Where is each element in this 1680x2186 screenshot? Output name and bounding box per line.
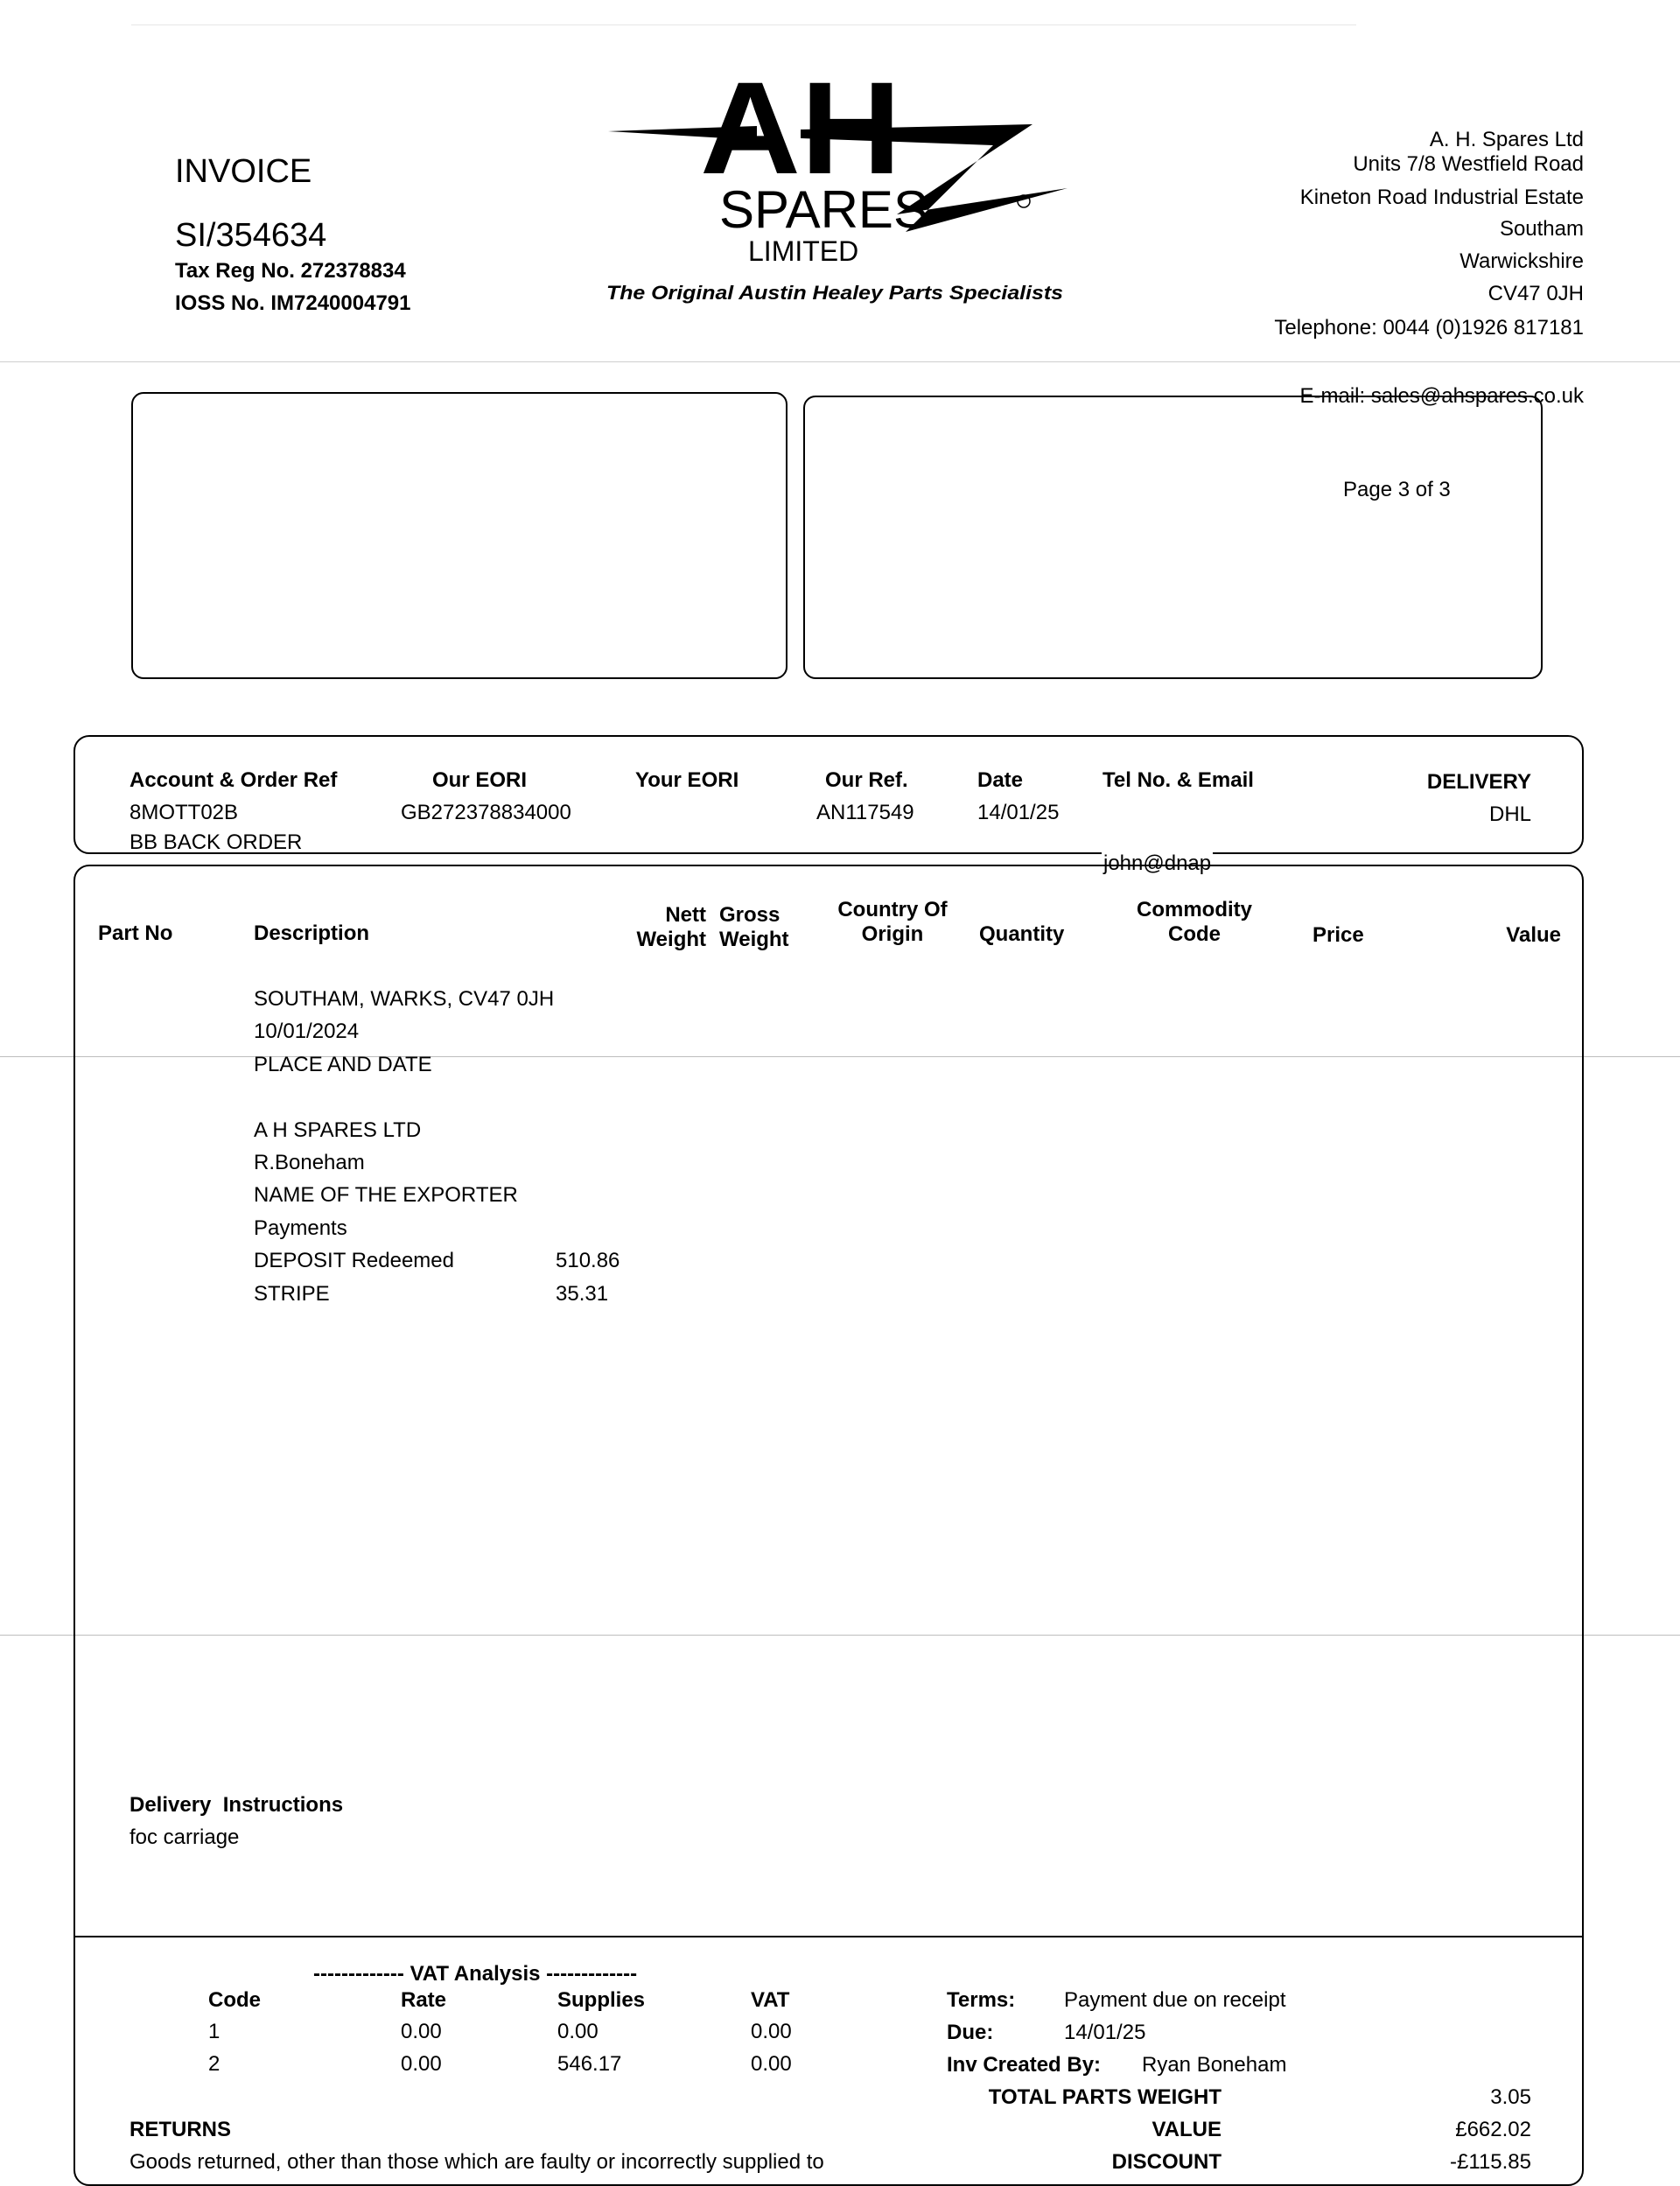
invoice-title: INVOICE: [175, 153, 312, 190]
logo-word: SPARES: [719, 180, 928, 239]
delivery-instructions-title: Delivery Instructions: [130, 1793, 344, 1817]
vat-cell: 0.00: [751, 2052, 792, 2076]
description-line: 10/01/2024: [254, 1019, 360, 1043]
total-value: -£115.85: [1450, 2150, 1531, 2174]
logo-tagline: The Original Austin Healey Parts Specialists: [606, 282, 1063, 304]
vat-cell: 546.17: [557, 2052, 622, 2076]
header-tel-email: Tel No. & Email: [1102, 768, 1254, 792]
col-country-of-origin: Country Of Origin: [837, 898, 948, 946]
vat-header-vat: VAT: [751, 1988, 790, 2012]
col-gross-weight: Gross Weight: [719, 903, 789, 951]
payment-amount: 35.31: [556, 1282, 609, 1306]
delivery-address-box: [803, 396, 1543, 679]
terms-value: Payment due on receipt: [1064, 1988, 1286, 2012]
description-line: SOUTHAM, WARKS, CV47 0JH: [254, 987, 555, 1011]
date-value: 14/01/25: [977, 801, 1060, 824]
header-our-ref: Our Ref.: [825, 768, 908, 792]
total-label: DISCOUNT: [1111, 2150, 1222, 2174]
col-quantity: Quantity: [979, 922, 1065, 946]
company-logo: [604, 70, 1076, 315]
payment-amount: 510.86: [556, 1249, 620, 1272]
description-line: A H SPARES LTD: [254, 1118, 422, 1142]
vat-header-supplies: Supplies: [557, 1988, 646, 2012]
payment-label: DEPOSIT Redeemed: [254, 1249, 454, 1272]
delivery-instructions-text: foc carriage: [130, 1825, 240, 1849]
returns-text: Goods returned, other than those which are faulty or incorrectly supplied to: [130, 2150, 824, 2174]
col-value: Value: [1506, 923, 1561, 947]
vat-analysis-title: ------------- VAT Analysis -------------: [313, 1962, 638, 1986]
header-date: Date: [977, 768, 1024, 792]
returns-title: RETURNS: [130, 2118, 232, 2141]
company-address-line: Kineton Road Industrial Estate: [1299, 186, 1584, 209]
vat-cell: 0.00: [751, 2020, 792, 2043]
payment-label: STRIPE: [254, 1282, 330, 1306]
created-by-value: Ryan Boneham: [1142, 2053, 1287, 2077]
company-address-line: CV47 0JH: [1488, 282, 1584, 305]
vat-cell: 0.00: [557, 2020, 598, 2043]
company-email: E-mail: sales@ahspares.co.uk: [1299, 384, 1584, 408]
ioss-number: IOSS No. IM7240004791: [175, 291, 411, 315]
company-telephone: Telephone: 0044 (0)1926 817181: [1274, 316, 1584, 340]
description-line: PLACE AND DATE: [254, 1053, 432, 1076]
header-your-eori: Your EORI: [635, 768, 739, 792]
vat-header-rate: Rate: [401, 1988, 447, 2012]
company-name: A. H. Spares Ltd: [1429, 128, 1584, 151]
header-account-order-ref: Account & Order Ref: [130, 768, 338, 792]
total-value: £662.02: [1455, 2118, 1531, 2141]
tax-reg-number: Tax Reg No. 272378834: [175, 259, 406, 283]
col-commodity-code: Commodity Code: [1137, 898, 1252, 946]
vat-cell: 0.00: [401, 2052, 442, 2076]
vat-header-code: Code: [208, 1988, 261, 2012]
delivery-value: DHL: [1488, 802, 1531, 826]
col-description: Description: [254, 921, 370, 945]
terms-label: Terms:: [947, 1988, 1016, 2012]
our-eori-value: GB272378834000: [401, 801, 571, 824]
footer-divider: [74, 1936, 1583, 1937]
due-label: Due:: [947, 2021, 994, 2044]
header-our-eori: Our EORI: [432, 768, 528, 792]
total-value: 3.05: [1490, 2085, 1531, 2109]
page-number: Page 3 of 3: [1343, 478, 1451, 501]
description-line: R.Boneham: [254, 1151, 365, 1174]
total-label: TOTAL PARTS WEIGHT: [988, 2085, 1222, 2109]
total-label: VALUE: [1152, 2118, 1222, 2141]
company-address-line: Units 7/8 Westfield Road: [1353, 152, 1584, 176]
description-line: Payments: [254, 1216, 347, 1240]
col-nett-weight: Nett Weight: [636, 903, 706, 951]
account-ref: 8MOTT02B: [130, 801, 239, 824]
company-address-line: Warwickshire: [1460, 249, 1584, 273]
company-address-line: Southam: [1499, 217, 1584, 241]
col-price: Price: [1312, 923, 1364, 947]
logo-sub: LIMITED: [748, 235, 859, 267]
col-part-no: Part No: [98, 921, 173, 945]
invoice-number: SI/354634: [175, 217, 327, 254]
invoice-address-box: [131, 392, 788, 679]
our-ref-value: AN117549: [816, 801, 914, 824]
vat-cell: 2: [208, 2052, 220, 2076]
vat-cell: 0.00: [401, 2020, 442, 2043]
email-value: john@dnap: [1103, 851, 1212, 875]
due-value: 14/01/25: [1064, 2021, 1146, 2044]
header-delivery: DELIVERY: [1426, 770, 1531, 794]
created-by-label: Inv Created By:: [947, 2053, 1102, 2077]
vat-cell: 1: [208, 2020, 220, 2043]
description-line: NAME OF THE EXPORTER: [254, 1183, 518, 1207]
logo-letters: AH: [700, 70, 901, 201]
back-order-note: BB BACK ORDER: [130, 830, 303, 853]
